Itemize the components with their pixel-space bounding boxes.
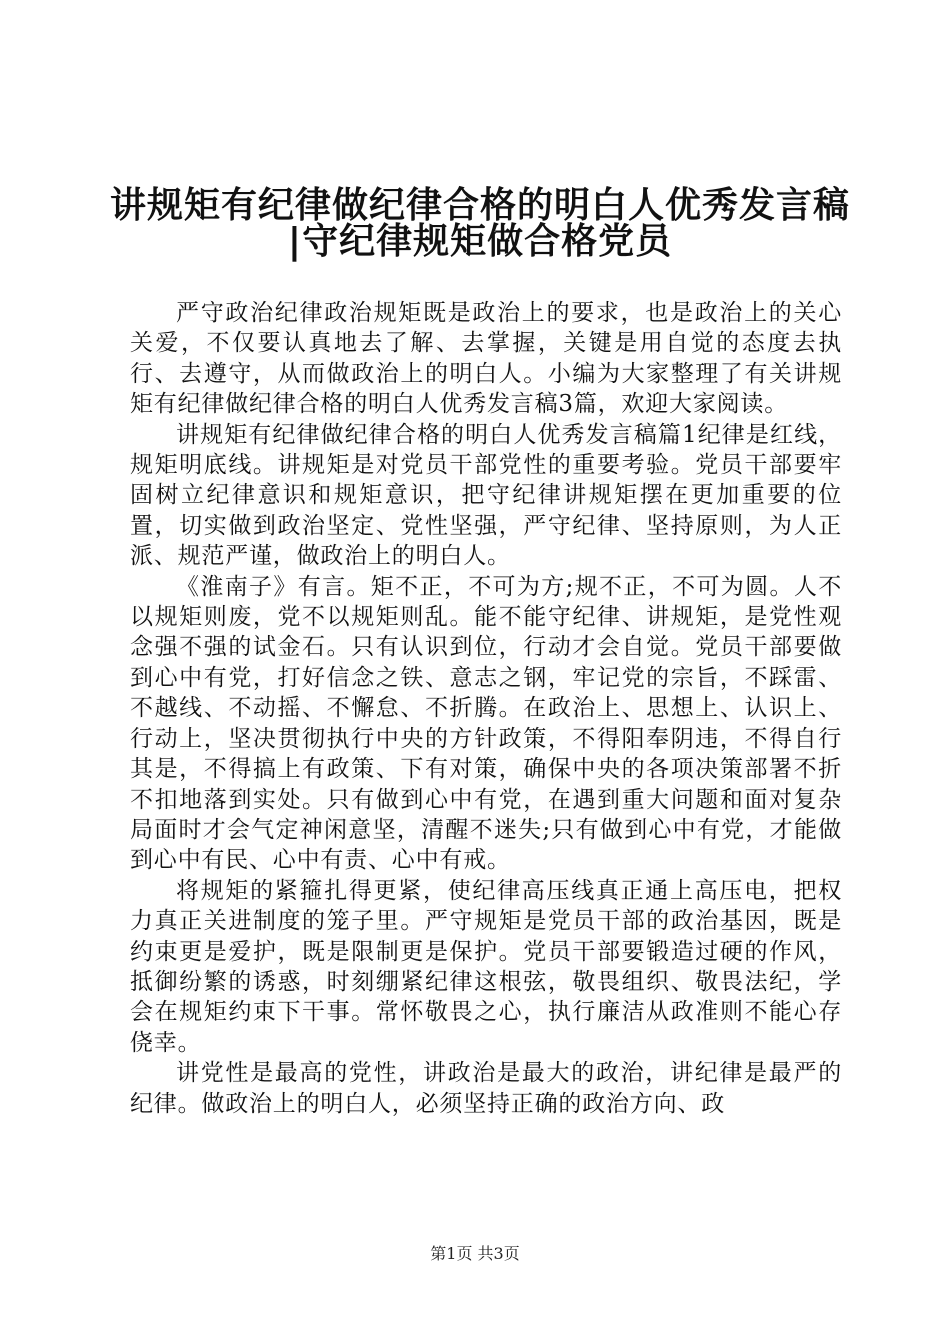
page-footer: 第1页 共3页 (430, 1244, 520, 1263)
paragraph-2: 《淮南子》有言。矩不正，不可为方;规不正，不可为圆。人不以规矩则废，党不以规矩则乱。能不能守纪律、讲规矩，是党性观念强不强的试金石。只有认识到位，行动才会自觉。党员干部要做到心中有党，打好信念之铁、意志之钢，牢记党的宗旨，不踩雷、不越线、不动摇、不懈怠、不折腾。在政治上、思想上、认识上、行动上，坚决贯彻执行中央的方针政策，不得阳奉阴违，不得自行其是，不得搞上有政策、下有对策，确保中央的各项决策部署不折不扣地落到实处。只有做到心中有党，在遇到重大问题和面对复杂局面时才会气定神闲意坚，清醒不迷失;只有做到心中有党，才能做到心中有民、心中有责、心中有戒。 (130, 573, 842, 874)
document-title-line-1: 讲规矩有纪律做纪律合格的明白人优秀发言稿 (110, 185, 851, 226)
document-body (130, 298, 842, 1119)
document-title-line-2: |守纪律规矩做合格党员 (287, 221, 673, 262)
paragraph-4: 讲党性是最高的党性，讲政治是最大的政治，讲纪律是最严的纪律。做政治上的明白人，必须坚持正确的政治方向、政 (130, 1060, 842, 1117)
paragraph-1: 讲规矩有纪律做纪律合格的明白人优秀发言稿篇1纪律是红线，规矩明底线。讲规矩是对党员干部党性的重要考验。党员干部要牢固树立纪律意识和规矩意识，把守纪律讲规矩摆在更加重要的位置，切实做到政治坚定、党性坚强，严守纪律、坚持原则，为人正派、规范严谨，做政治上的明白人。 (130, 421, 842, 570)
paragraph-intro: 严守政治纪律政治规矩既是政治上的要求，也是政治上的关心关爱，不仅要认真地去了解、去掌握，关键是用自觉的态度去执行、去遵守，从而做政治上的明白人。小编为大家整理了有关讲规矩有纪律做纪律合格的明白人优秀发言稿3篇，欢迎大家阅读。 (130, 300, 842, 418)
paragraph-3: 将规矩的紧箍扎得更紧，使纪律高压线真正通上高压电，把权力真正关进制度的笼子里。严守规矩是党员干部的政治基因，既是约束更是爱护，既是限制更是保护。党员干部要锻造过硬的作风，抵御纷繁的诱惑，时刻绷紧纪律这根弦，敬畏组织、敬畏法纪，学会在规矩约束下干事。常怀敬畏之心，执行廉洁从政准则不能心存侥幸。 (130, 877, 842, 1056)
